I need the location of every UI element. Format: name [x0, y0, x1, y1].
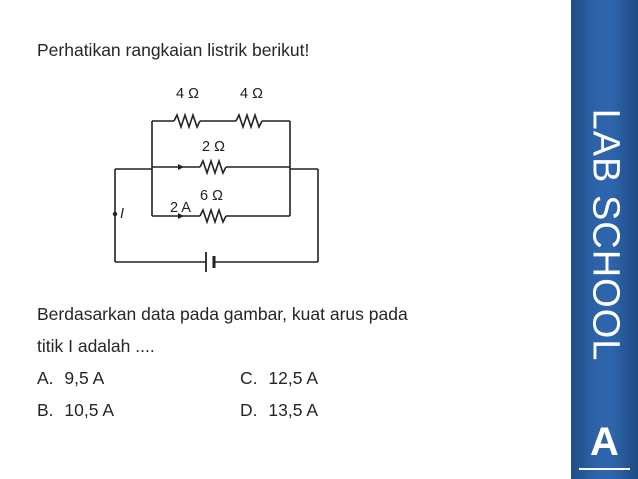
resistor-middle: [200, 161, 226, 173]
option-c-letter: C.: [240, 368, 258, 388]
option-a[interactable]: [37, 368, 104, 389]
option-b-letter: B.: [37, 400, 54, 420]
option-d[interactable]: [240, 400, 318, 421]
arrow-middle-branch: [178, 164, 184, 170]
sidebar-underline: [579, 468, 630, 470]
question-body-line1: Berdasarkan data pada gambar, kuat arus pada: [37, 304, 408, 324]
resistor-top-left: [174, 115, 200, 127]
sidebar-banner: [571, 0, 638, 479]
answer-letter: A: [590, 420, 619, 464]
option-d-letter: D.: [240, 400, 258, 420]
label-4ohm-left: 4 Ω: [176, 86, 199, 102]
circuit-diagram: [90, 78, 350, 278]
resistor-bottom: [200, 210, 226, 222]
resistor-top-right: [236, 115, 262, 127]
point-dot: [113, 212, 117, 216]
option-b[interactable]: [37, 400, 114, 421]
option-c-text: 12,5 A: [268, 368, 319, 388]
label-6ohm: 6 Ω: [200, 188, 223, 204]
option-c[interactable]: [240, 368, 318, 389]
label-2a: 2 A: [170, 200, 191, 216]
option-b-text: 10,5 A: [64, 400, 115, 420]
question-intro: Perhatikan rangkaian listrik berikut!: [37, 40, 310, 60]
option-a-text: 9,5 A: [64, 368, 105, 388]
question-body-line2: titik I adalah ....: [37, 336, 155, 356]
battery-icon: [206, 252, 214, 272]
label-4ohm-right: 4 Ω: [240, 86, 263, 102]
label-point-i: I: [120, 206, 125, 222]
sidebar-title: LAB SCHOOL: [584, 108, 626, 362]
option-a-letter: A.: [37, 368, 54, 388]
label-2ohm: 2 Ω: [202, 139, 225, 155]
option-d-text: 13,5 A: [268, 400, 319, 420]
